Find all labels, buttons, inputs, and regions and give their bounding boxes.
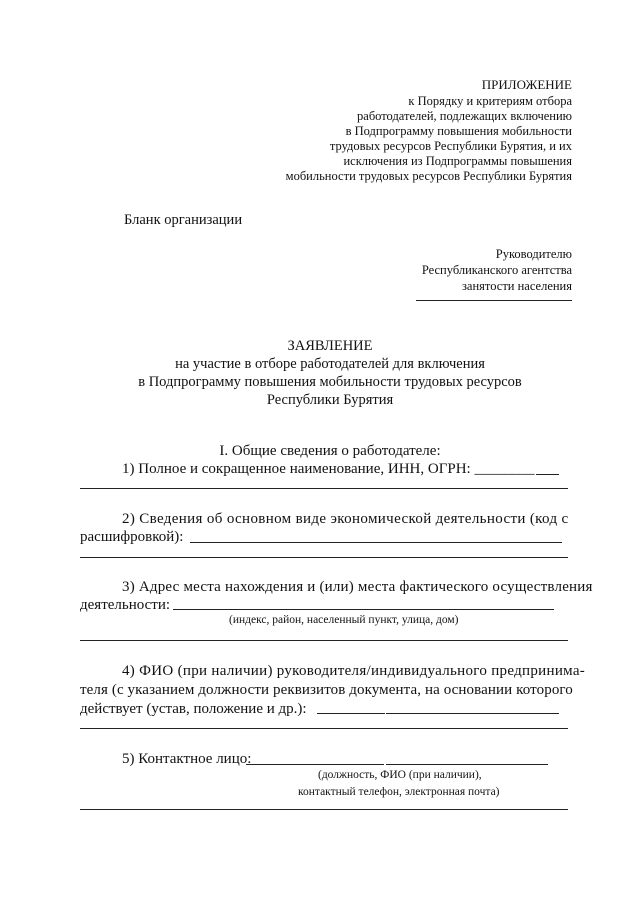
item-3-hint: (индекс, район, населенный пункт, улица, дом) [229,614,459,626]
item-2-text-line-1: 2) Сведения об основном виде экономической деятельности (код с [122,511,569,527]
item-1-blank-line [80,488,568,489]
document-subtitle-line-1: на участие в отборе работодателей для включения [175,356,485,372]
document-title: ЗАЯВЛЕНИЕ [287,338,373,354]
appendix-line-6: мобильности трудовых ресурсов Республики Бурятия [285,169,572,183]
item-4-text-line-3: действует (устав, положение и др.): [80,701,307,717]
item-3-text-line-1: 3) Адрес места нахождения и (или) места фактического осуществления [122,579,593,595]
addressee-line-1: Руководителю [495,247,572,261]
document-subtitle-line-2: в Подпрограмму повышения мобильности трудовых ресурсов [138,374,522,390]
item-3-blank-line [80,640,568,641]
addressee-name-line [416,300,572,301]
item-5-fill-line-1 [246,764,384,765]
item-4-text-line-1: 4) ФИО (при наличии) руководителя/индивидуального предпринима- [122,663,586,679]
appendix-line-5: исключения из Подпрограммы повышения [343,154,572,168]
item-2-text-line-2: расшифровкой): [80,529,184,545]
item-2-fill-line [190,542,562,543]
section-1-title: I. Общие сведения о работодателе: [219,443,441,459]
appendix-line-4: трудовых ресурсов Республики Бурятия, и их [329,139,572,153]
item-3-fill-line [173,609,554,610]
item-5-fill-line-2 [386,764,548,765]
appendix-title: ПРИЛОЖЕНИЕ [481,77,572,92]
org-blank-label: Бланк организации [124,212,243,228]
item-2-blank-line [80,557,568,558]
item-4-fill-line-2 [386,713,559,714]
item-3-text-line-2: деятельности: [80,597,171,613]
item-1-text: 1) Полное и сокращенное наименование, ИНН, ОГРН: ________ [122,461,535,477]
item-5-hint-line-2: контактный телефон, электронная почта) [298,786,500,798]
document-subtitle-line-3: Республики Бурятия [266,392,394,408]
appendix-line-1: к Порядку и критериям отбора [408,94,572,108]
item-1-fill-line [536,474,559,475]
item-5-text: 5) Контактное лицо: [122,751,252,767]
appendix-line-2: работодателей, подлежащих включению [357,109,572,123]
item-4-fill-line-1 [317,713,385,714]
item-5-hint-line-1: (должность, ФИО (при наличии), [318,769,482,781]
item-4-text-line-2: теля (с указанием должности реквизитов документа, на основании которого [80,682,573,698]
item-4-blank-line [80,728,568,729]
addressee-line-2: Республиканского агентства [421,263,572,277]
appendix-line-3: в Подпрограмму повышения мобильности [345,124,572,138]
item-5-blank-line [80,809,568,810]
addressee-line-3: занятости населения [461,279,572,293]
